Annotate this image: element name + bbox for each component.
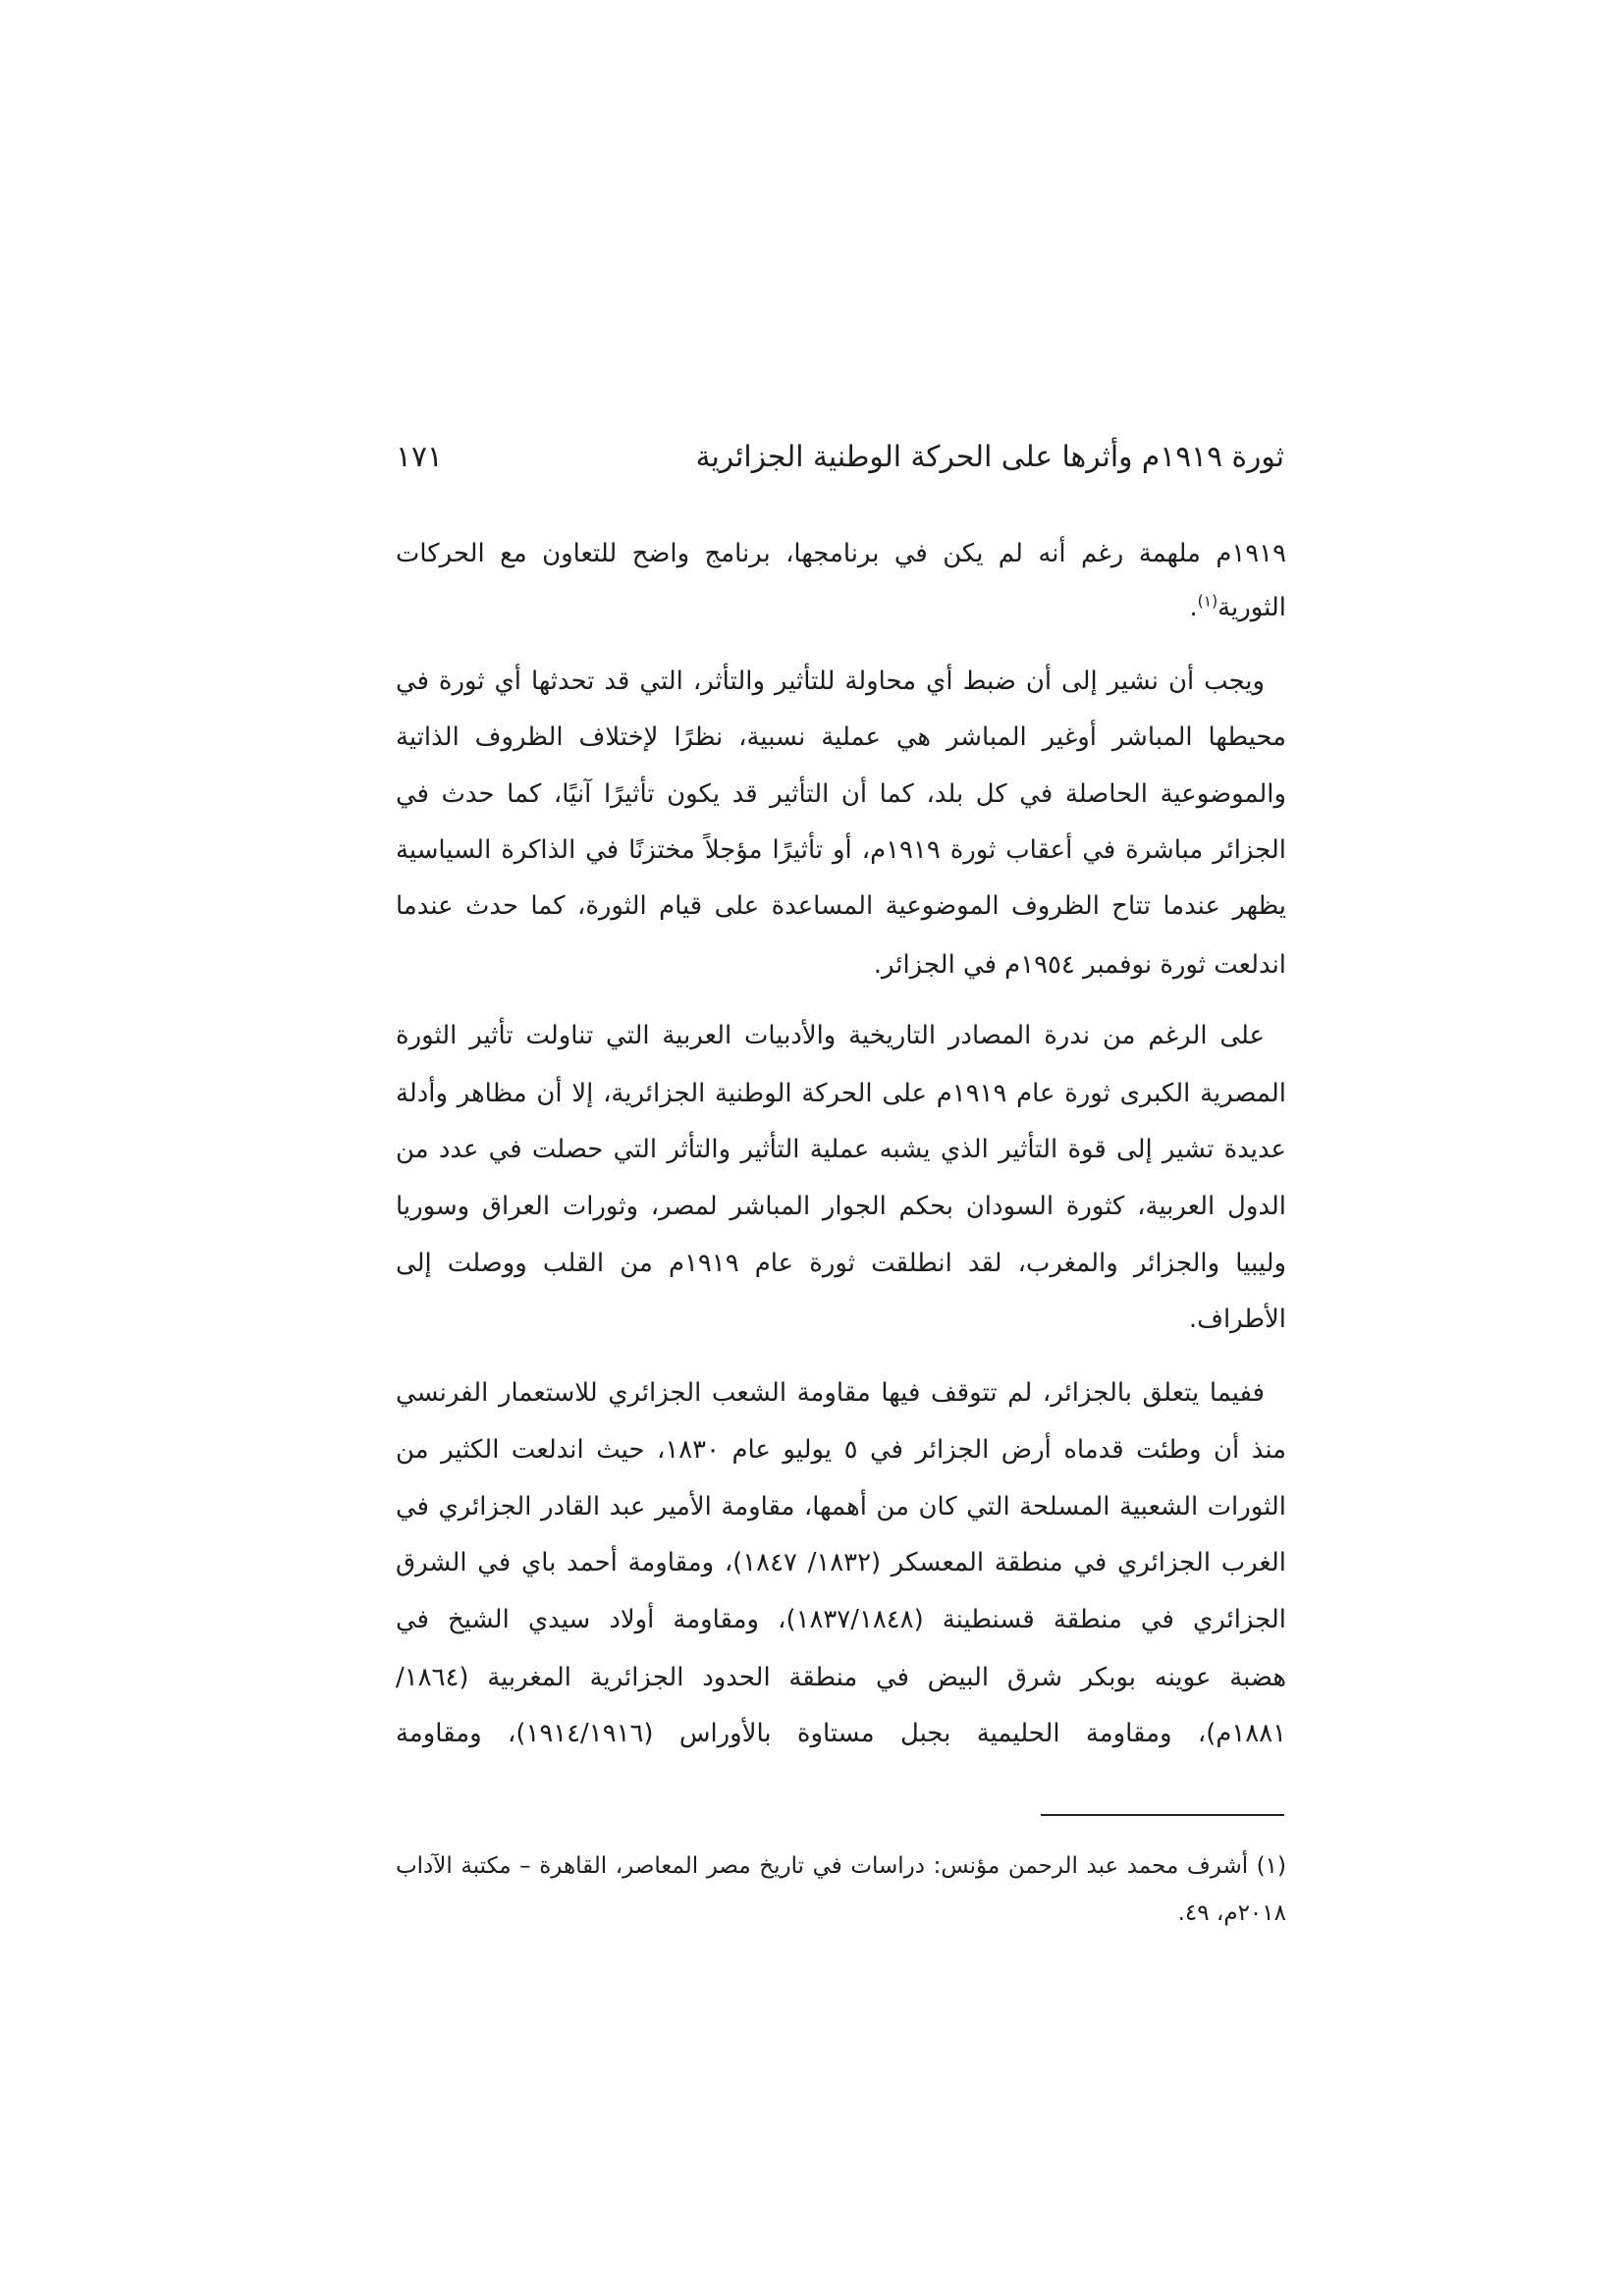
line-text: ١٩١٩م ملهمة رغم أنه لم يكن في برنامجها، برنامج واضح للتعاون مع الحركات xyxy=(396,539,1286,568)
body-line xyxy=(396,767,1286,822)
body-line xyxy=(396,580,1286,635)
line-text: اندلعت ثورة نوفمبر ١٩٥٤م في الجزائر. xyxy=(873,950,1286,980)
line-text: الدول العربية، كثورة السودان بحكم الجوار المباشر لمصر، وثورات العراق وسوريا xyxy=(396,1192,1286,1221)
footnote-reference: (١) xyxy=(1197,592,1218,611)
line-text: الجزائر مباشرة في أعقاب ثورة ١٩١٩م، أو تأثيرًا مؤجلاً مختزنًا في الذاكرة السياسية xyxy=(396,835,1286,865)
body-line xyxy=(396,1535,1286,1590)
body-line xyxy=(396,1479,1286,1534)
line-punctuation: . xyxy=(1189,593,1198,622)
page-number xyxy=(396,430,514,485)
body-line xyxy=(396,1122,1286,1177)
body-line xyxy=(396,879,1286,934)
body-line xyxy=(396,1179,1286,1234)
line-text: ويجب أن نشير إلى أن ضبط أي محاولة للتأثير والتأثر، التي قد تحدثها أي ثورة في xyxy=(396,667,1265,696)
line-text: عديدة تشير إلى قوة التأثير الذي يشبه عملية التأثير والتأثر التي حصلت في عدد من xyxy=(396,1135,1286,1164)
line-text: ففيما يتعلق بالجزائر، لم تتوقف فيها مقاومة الشعب الجزائري للاستعمار الفرنسي xyxy=(396,1378,1265,1408)
footnote-separator xyxy=(1041,1814,1284,1816)
body-line xyxy=(396,1236,1286,1291)
footnote-line xyxy=(396,1891,1286,1936)
line-text xyxy=(1189,593,1286,622)
page-number-text: ١٧١ xyxy=(396,440,443,474)
body-line xyxy=(396,1650,1286,1705)
line-text: على الرغم من ندرة المصادر التاريخية والأدبيات العربية التي تناولت تأثير الثورة xyxy=(396,1021,1265,1050)
body-line xyxy=(396,1592,1286,1647)
body-line xyxy=(396,1008,1265,1063)
line-text: المصرية الكبرى ثورة عام ١٩١٩م على الحركة الوطنية الجزائرية، إلا أن مظاهر وأدلة xyxy=(396,1079,1286,1108)
body-line xyxy=(396,823,1286,878)
line-text-segment: الثورية xyxy=(1217,593,1286,622)
line-text: هضبة عوينه بوبكر شرق البيض في منطقة الحدود الجزائرية المغربية (١٨٦٤/ xyxy=(396,1663,1286,1692)
line-text: الجزائري في منطقة قسنطينة (١٨٣٧/١٨٤٨)، ومقاومة أولاد سيدي الشيخ في xyxy=(396,1605,1286,1634)
body-line xyxy=(396,937,1286,992)
line-text: الثورات الشعبية المسلحة التي كان من أهمها، مقاومة الأمير عبد القادر الجزائري في xyxy=(396,1492,1286,1522)
footnote-text: (١) أشرف محمد عبد الرحمن مؤنس: دراسات في تاريخ مصر المعاصر، القاهرة – مكتبة الآداب xyxy=(396,1853,1286,1879)
body-line xyxy=(396,1706,1286,1761)
line-text: ١٨٨١م)، ومقاومة الحليمية بجبل مستاوة بالأوراس (١٩١٤/١٩١٦)، ومقاومة xyxy=(396,1719,1286,1748)
body-line xyxy=(396,1292,1286,1347)
body-line xyxy=(396,654,1265,709)
body-line xyxy=(396,1066,1286,1121)
running-header-text: ثورة ١٩١٩م وأثرها على الحركة الوطنية الجزائرية xyxy=(695,440,1284,474)
body-line xyxy=(396,526,1286,581)
footnote-line xyxy=(396,1843,1286,1889)
body-line xyxy=(396,710,1286,765)
line-text: منذ أن وطئت قدماه أرض الجزائر في ٥ يوليو عام ١٨٣٠، حيث اندلعت الكثير من xyxy=(396,1435,1286,1465)
footnote-text: ٢٠١٨م، ٤٩. xyxy=(1177,1900,1286,1926)
body-line xyxy=(396,1365,1265,1420)
line-text: يظهر عندما تتاح الظروف الموضوعية المساعدة على قيام الثورة، كما حدث عندما xyxy=(396,891,1286,921)
line-text: محيطها المباشر أوغير المباشر هي عملية نسبية، نظرًا لإختلاف الظروف الذاتية xyxy=(396,722,1286,752)
line-text: الغرب الجزائري في منطقة المعسكر (١٨٣٢/ ١٨٤٧)، ومقاومة أحمد باي في الشرق xyxy=(396,1548,1286,1577)
body-line xyxy=(396,1422,1286,1477)
line-text: الأطراف. xyxy=(1188,1305,1286,1334)
line-text: والموضوعية الحاصلة في كل بلد، كما أن التأثير قد يكون تأثيرًا آنيًا، كما حدث في xyxy=(396,779,1286,809)
line-text: وليبيا والجزائر والمغرب، لقد انطلقت ثورة عام ١٩١٩م من القلب ووصلت إلى xyxy=(396,1249,1286,1278)
running-header-title xyxy=(656,430,1284,485)
